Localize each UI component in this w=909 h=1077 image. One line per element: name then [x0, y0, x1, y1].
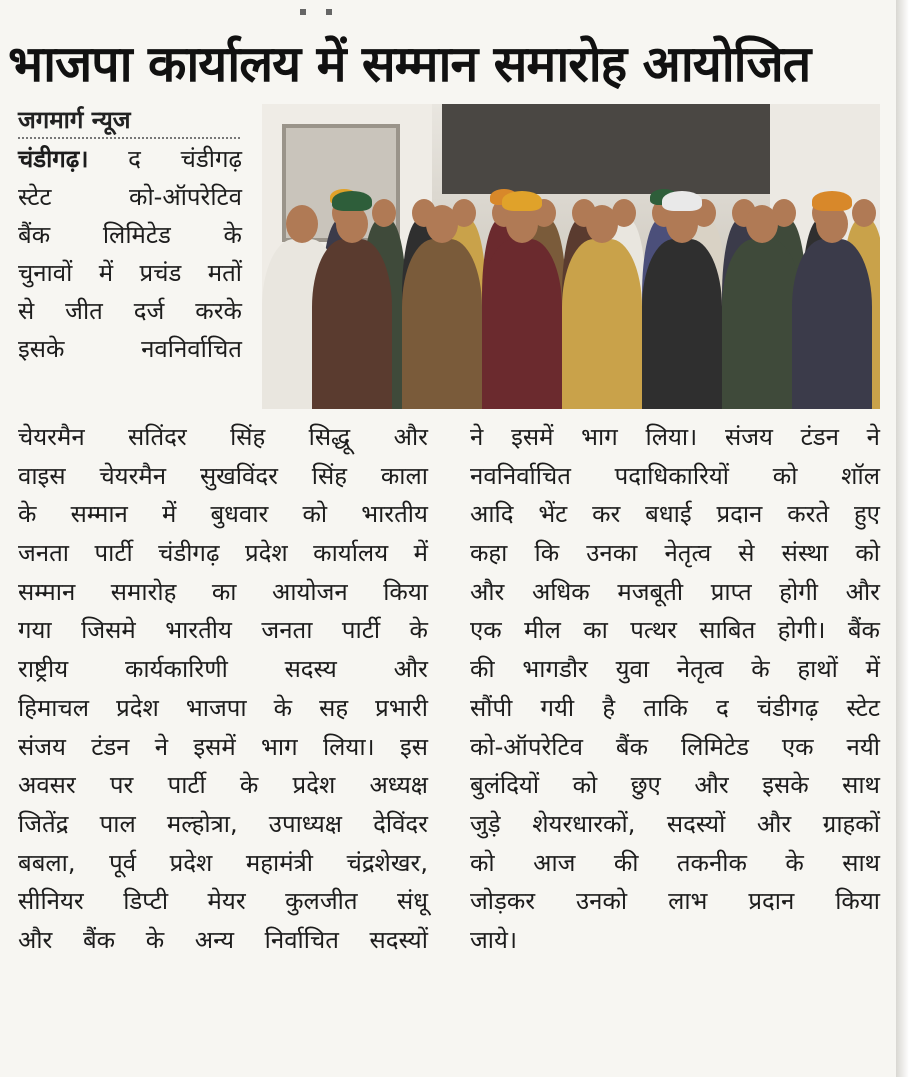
text-line: [18, 534, 428, 573]
word: ग्राहकों: [822, 809, 880, 838]
word: छुए: [630, 771, 661, 800]
word: से: [738, 539, 755, 568]
word: भाग: [581, 423, 618, 451]
word: राष्ट्रीय: [18, 655, 69, 684]
word: उनको: [576, 887, 628, 916]
word: बैंक: [615, 732, 649, 761]
word: नेतृत्व: [664, 539, 712, 568]
word: भारतीय: [165, 616, 232, 645]
word: को: [772, 461, 798, 490]
word: जनता: [261, 616, 313, 645]
word: द: [716, 693, 729, 722]
word: जाये।: [470, 925, 518, 954]
word: साबित: [699, 616, 756, 645]
text-line: [470, 689, 880, 728]
word: होगी: [779, 577, 818, 606]
word: प्रचंड: [139, 259, 182, 287]
text-line: [470, 418, 880, 457]
article-left-column: [18, 418, 428, 960]
text-line: [18, 882, 428, 921]
word: मतों: [207, 259, 242, 287]
word: और: [470, 577, 505, 606]
text-line: [18, 418, 428, 457]
word: इसके: [18, 335, 65, 363]
top-edge-marks: [300, 0, 420, 8]
word: सुखविंदर: [199, 461, 278, 490]
word: संजय: [724, 423, 773, 451]
word: ने: [866, 423, 880, 451]
text-line: [470, 766, 880, 805]
word: लिमिटेड: [680, 732, 749, 761]
text-line: [470, 457, 880, 496]
word: अधिक: [531, 577, 590, 606]
word: जितेंद्र: [18, 809, 69, 838]
word: के: [223, 221, 242, 249]
word: मल्होत्रा,: [166, 809, 238, 838]
word: सह: [319, 693, 349, 722]
word: का: [211, 577, 237, 606]
word: किया: [383, 577, 428, 606]
word: इसके: [762, 771, 809, 800]
word: के: [18, 500, 37, 529]
word: की: [470, 655, 495, 684]
word: आयोजन: [271, 577, 348, 606]
text-line: [470, 611, 880, 650]
word: पार्टी: [167, 771, 206, 800]
word: का: [583, 616, 608, 645]
word: प्रदेश: [292, 771, 336, 800]
word: मजबूती: [617, 577, 684, 606]
word: ने: [470, 423, 484, 451]
text-line: [18, 178, 242, 216]
word: संस्था: [781, 539, 829, 568]
word: लिया।: [322, 732, 375, 761]
word: आदि: [470, 500, 514, 529]
word: के: [145, 925, 165, 954]
word: गयी: [540, 693, 575, 722]
text-line: [470, 882, 880, 921]
word: साथ: [842, 848, 880, 877]
word: और: [694, 771, 729, 800]
word: गया: [18, 616, 52, 645]
word: समारोह: [110, 577, 177, 606]
text-line: [470, 495, 880, 534]
word: टंडन: [800, 423, 839, 451]
news-photo: [262, 104, 880, 409]
word: में: [98, 259, 114, 287]
word: सौंपी: [470, 693, 513, 722]
word: हाथों: [797, 655, 838, 684]
word: जोड़कर: [470, 887, 536, 916]
word: उपाध्यक्ष: [268, 809, 342, 838]
word: एक: [470, 616, 502, 645]
word: को: [470, 848, 495, 877]
word: साथ: [842, 771, 880, 800]
word: महामंत्री: [245, 848, 314, 877]
word: संजय: [18, 732, 66, 761]
word: भेंट: [538, 500, 568, 529]
word: भाजपा: [185, 693, 247, 722]
word: और: [393, 423, 428, 451]
word: प्राप्त: [710, 577, 752, 606]
word: प्रदेश: [116, 693, 159, 722]
word: चंडीगढ़।: [18, 145, 89, 173]
text-line: [470, 921, 880, 960]
word: टंडन: [91, 732, 130, 761]
word: प्रभारी: [375, 693, 428, 722]
word: सदस्यों: [666, 809, 726, 838]
word: मील: [524, 616, 561, 645]
text-line: [18, 650, 428, 689]
page-edge: [896, 0, 909, 1077]
word: काला: [380, 461, 428, 490]
text-line: [18, 330, 242, 368]
word: भाग: [261, 732, 298, 761]
text-line: [18, 573, 428, 612]
word: प्रदेश: [244, 539, 288, 568]
word: पदाधिकारियों: [614, 461, 730, 490]
word: कि: [534, 539, 560, 568]
word: में: [413, 539, 428, 568]
word: शॉल: [841, 461, 880, 490]
word: बबला,: [18, 848, 76, 877]
word: बैंक: [18, 221, 51, 249]
word: सतिंदर: [128, 423, 187, 451]
text-line: [18, 292, 242, 330]
word: पाल: [99, 809, 136, 838]
text-line: [18, 457, 428, 496]
word: डिप्टी: [123, 887, 169, 916]
word: सम्मान: [18, 577, 76, 606]
article-right-column: [470, 418, 880, 960]
word: को-ऑपरेटिव: [470, 732, 583, 761]
word: ने: [154, 732, 169, 761]
word: सिंह: [230, 423, 266, 451]
word: स्टेट: [18, 183, 52, 211]
word: भागडौर: [522, 655, 588, 684]
word: प्रदान: [748, 887, 795, 916]
text-line: [470, 534, 880, 573]
text-line: [18, 495, 428, 534]
word: जिसमे: [81, 616, 136, 645]
word: को: [855, 539, 880, 568]
word: देविंदर: [373, 809, 428, 838]
word: कार्यालय: [313, 539, 389, 568]
word: चंडीगढ़: [756, 693, 819, 722]
word: कुलजीत: [285, 887, 358, 916]
word: बुधवार: [210, 500, 269, 529]
word: प्रदेश: [169, 848, 213, 877]
text-line: [18, 805, 428, 844]
word: और: [756, 809, 792, 838]
word: संधू: [397, 887, 428, 916]
word: स्टेट: [846, 693, 880, 722]
word: अन्य: [194, 925, 235, 954]
word: चेयरमैन: [99, 461, 167, 490]
word: निर्वाचित: [264, 925, 339, 954]
word: कहा: [470, 539, 508, 568]
word: को: [302, 500, 328, 529]
text-line: [470, 728, 880, 767]
text-line: [18, 766, 428, 805]
word: तकनीक: [676, 848, 747, 877]
word: के: [239, 771, 259, 800]
word: सिद्धू: [308, 423, 351, 451]
word: पूर्व: [109, 848, 137, 877]
word: से: [18, 297, 35, 325]
word: सीनियर: [18, 887, 84, 916]
word: और: [18, 925, 53, 954]
word: बैंक: [847, 616, 880, 645]
text-line: [18, 611, 428, 650]
word: चंडीगढ़: [158, 539, 220, 568]
word: ताकि: [643, 693, 688, 722]
word: में: [865, 655, 880, 684]
word: युवा: [615, 655, 650, 684]
word: नेतृत्व: [676, 655, 724, 684]
word: में: [161, 500, 177, 529]
word: जुड़े: [470, 809, 501, 838]
word: हुए: [853, 500, 880, 529]
text-line: [470, 844, 880, 883]
text-line: [18, 254, 242, 292]
word: बुलंदियों: [470, 771, 540, 800]
word: प्रदान: [716, 500, 763, 529]
word: लिमिटेड: [102, 221, 171, 249]
word: दर्ज: [133, 297, 165, 325]
text-line: [18, 921, 428, 960]
text-line: [18, 689, 428, 728]
word: पार्टी: [341, 616, 381, 645]
word: नवनिर्वाचित: [141, 335, 242, 363]
text-line: [470, 573, 880, 612]
article-lead-column: [18, 140, 242, 368]
word: अध्यक्ष: [369, 771, 428, 800]
word: और: [845, 577, 880, 606]
word: नयी: [846, 732, 880, 761]
word: चेयरमैन: [18, 423, 85, 451]
word: इसमें: [193, 732, 236, 761]
word: बधाई: [645, 500, 692, 529]
word: उनका: [586, 539, 638, 568]
word: एक: [781, 732, 814, 761]
word: के: [785, 848, 804, 877]
word: नवनिर्वाचित: [470, 461, 571, 490]
word: भारतीय: [361, 500, 428, 529]
text-line: [470, 805, 880, 844]
word: करते: [787, 500, 830, 529]
word: लिया।: [645, 423, 698, 451]
word: के: [751, 655, 770, 684]
word: वाइस: [18, 461, 66, 490]
word: की: [613, 848, 639, 877]
word: सदस्य: [284, 655, 337, 684]
word: शेयरधारकों,: [532, 809, 636, 838]
word: सम्मान: [70, 500, 128, 529]
word: सदस्यों: [369, 925, 428, 954]
word: करके: [195, 297, 242, 325]
word: बैंक: [82, 925, 116, 954]
word: पार्टी: [94, 539, 133, 568]
word: इसमें: [511, 423, 554, 451]
word: सिंह: [311, 461, 347, 490]
word: द: [128, 145, 141, 173]
word: होगी।: [777, 616, 826, 645]
word: जनता: [18, 539, 70, 568]
word: को: [572, 771, 598, 800]
word: लाभ: [668, 887, 708, 916]
word: पत्थर: [630, 616, 677, 645]
word: चंडीगढ़: [180, 145, 242, 173]
word: के: [409, 616, 428, 645]
word: चुनावों: [18, 259, 73, 287]
text-line: [470, 650, 880, 689]
word: कर: [592, 500, 621, 529]
word: जीत: [65, 297, 103, 325]
text-line: [18, 728, 428, 767]
word: मेयर: [207, 887, 246, 916]
word: आज: [533, 848, 576, 877]
byline: जगमार्ग न्यूज: [18, 103, 240, 139]
text-line: [18, 140, 242, 178]
text-line: [18, 216, 242, 254]
headline: भाजपा कार्यालय में सम्मान समारोह आयोजित: [8, 35, 811, 93]
word: को-ऑपरेटिव: [129, 183, 242, 211]
word: अवसर: [18, 771, 76, 800]
word: चंद्रशेखर,: [346, 848, 428, 877]
word: किया: [835, 887, 880, 916]
word: इस: [399, 732, 428, 761]
word: पर: [109, 771, 134, 800]
word: के: [273, 693, 293, 722]
word: है: [602, 693, 616, 722]
word: कार्यकारिणी: [124, 655, 228, 684]
text-line: [18, 844, 428, 883]
word: और: [393, 655, 428, 684]
word: हिमाचल: [18, 693, 90, 722]
